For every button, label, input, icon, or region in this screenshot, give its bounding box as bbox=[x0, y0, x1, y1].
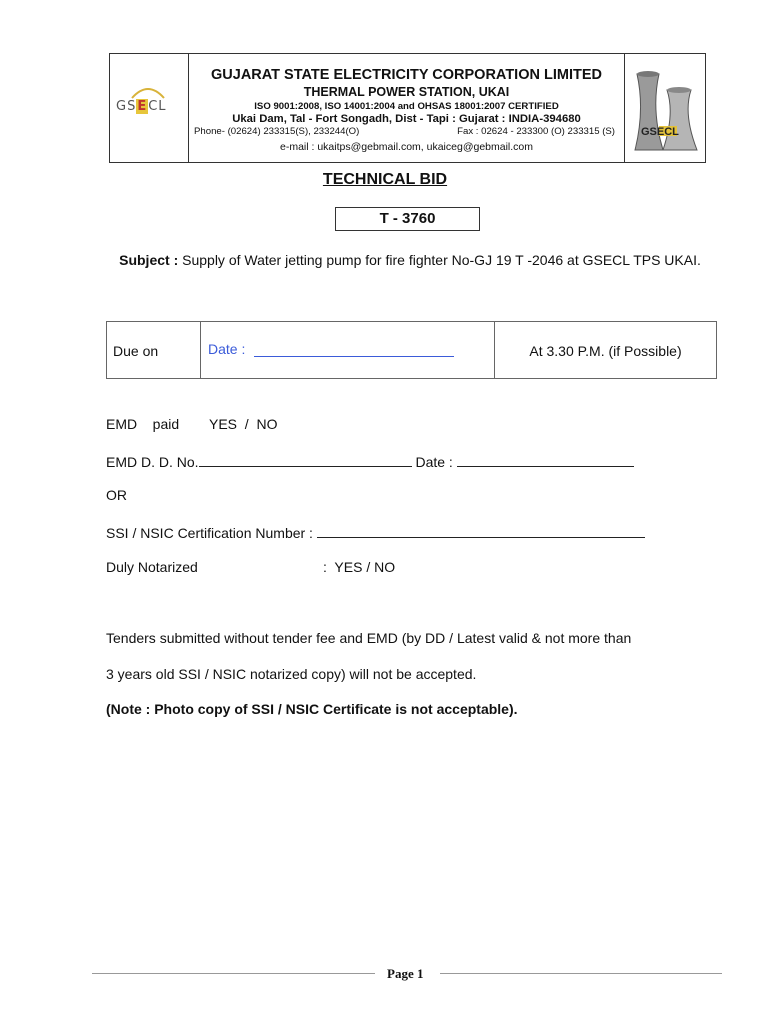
certifications: ISO 9001:2008, ISO 14001:2004 and OHSAS 18001:2007 CERTIFIED bbox=[254, 101, 559, 112]
emd-date-field[interactable] bbox=[457, 452, 634, 467]
logo-text-right: CL bbox=[148, 99, 167, 114]
due-time: At 3.30 P.M. (if Possible) bbox=[529, 343, 682, 359]
date-field[interactable] bbox=[254, 356, 454, 357]
ssi-label: SSI / NSIC Certification Number : bbox=[106, 525, 317, 541]
emd-paid-options: YES / NO bbox=[209, 416, 278, 432]
letterhead-text bbox=[188, 54, 625, 162]
cooling-tower-logo bbox=[624, 54, 705, 162]
ssi-row bbox=[106, 523, 645, 541]
fax: Fax : 02624 - 233300 (O) 233315 (S) bbox=[457, 126, 615, 137]
gsecl-logo bbox=[110, 54, 189, 162]
emd-dd-field[interactable] bbox=[199, 452, 412, 467]
logo-text-left: GS bbox=[116, 99, 137, 114]
phone: Phone- (02624) 233315(S), 233244(O) bbox=[194, 126, 360, 137]
emd-dd-row bbox=[106, 452, 634, 470]
subject-text: Supply of Water jetting pump for fire fighter No-GJ 19 T -2046 at GSECL TPS UKAI. bbox=[178, 252, 701, 268]
footer-rule-right bbox=[440, 973, 722, 974]
email: e-mail : ukaitps@gebmail.com, ukaiceg@gebmail.com bbox=[280, 141, 533, 153]
tenders-line-1: Tenders submitted without tender fee and EMD (by DD / Latest valid & not more than bbox=[106, 630, 632, 646]
due-cell bbox=[107, 322, 201, 378]
address: Ukai Dam, Tal - Fort Songadh, Dist - Tapi : Gujarat : INDIA-394680 bbox=[232, 113, 581, 125]
or-label: OR bbox=[106, 487, 127, 503]
notarized-label: Duly Notarized bbox=[106, 559, 198, 575]
tenders-line-2: 3 years old SSI / NSIC notarized copy) will not be accepted. bbox=[106, 666, 477, 682]
notarized-value: : YES / NO bbox=[323, 559, 396, 575]
date-cell bbox=[200, 322, 494, 378]
org-name: GUJARAT STATE ELECTRICITY CORPORATION LIMITED bbox=[211, 67, 602, 83]
subject-label: Subject : bbox=[119, 252, 179, 268]
page-number: Page 1 bbox=[387, 966, 424, 981]
bid-number: T - 3760 bbox=[335, 207, 480, 231]
due-table bbox=[106, 321, 717, 379]
document-title: TECHNICAL BID bbox=[322, 171, 448, 188]
station-name: THERMAL POWER STATION, UKAI bbox=[303, 85, 510, 99]
emd-date-label: Date : bbox=[411, 454, 457, 470]
letterhead bbox=[109, 53, 706, 163]
cooling-tower-icon bbox=[629, 60, 701, 156]
emd-dd-label: EMD D. D. No. bbox=[106, 454, 199, 470]
emd-paid-label: EMD paid bbox=[106, 416, 180, 432]
subject bbox=[110, 251, 710, 269]
footer-rule-left bbox=[92, 973, 375, 974]
date-label: Date : bbox=[208, 341, 246, 357]
logo-text-gsecl: GSECL bbox=[641, 126, 679, 138]
due-label: Due on bbox=[113, 343, 159, 359]
time-cell bbox=[494, 322, 716, 378]
note: (Note : Photo copy of SSI / NSIC Certificate is not acceptable). bbox=[106, 701, 518, 717]
logo-text-mid: E bbox=[137, 99, 148, 114]
ssi-number-field[interactable] bbox=[317, 523, 645, 538]
